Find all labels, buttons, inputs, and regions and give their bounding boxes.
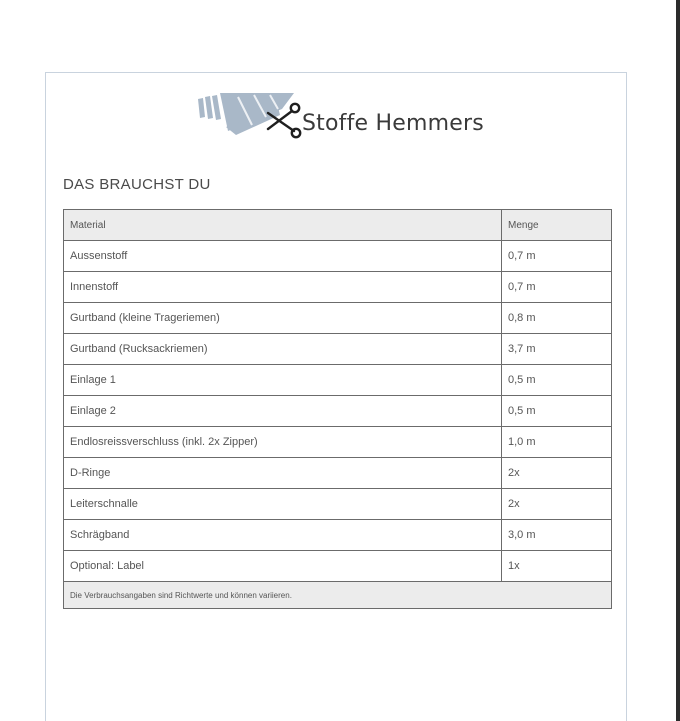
material-cell: Schrägband	[64, 520, 502, 551]
quantity-cell: 1,0 m	[502, 427, 612, 458]
table-row	[64, 303, 612, 334]
table-row	[64, 272, 612, 303]
materials-table	[63, 209, 612, 609]
material-cell: Gurtband (kleine Trageriemen)	[64, 303, 502, 334]
table-row	[64, 458, 612, 489]
table-footnote: Die Verbrauchsangaben sind Richtwerte und können variieren.	[64, 582, 612, 609]
quantity-cell: 0,8 m	[502, 303, 612, 334]
quantity-cell: 1x	[502, 551, 612, 582]
quantity-cell: 2x	[502, 458, 612, 489]
scissors-fabric-icon	[196, 91, 306, 141]
window-edge	[676, 0, 680, 721]
brand-name: Stoffe Hemmers	[302, 111, 484, 136]
table-footnote-row	[64, 582, 612, 609]
material-cell: Gurtband (Rucksackriemen)	[64, 334, 502, 365]
quantity-cell: 3,7 m	[502, 334, 612, 365]
column-header-material: Material	[64, 210, 502, 241]
table-row	[64, 334, 612, 365]
quantity-cell: 0,7 m	[502, 241, 612, 272]
table-row	[64, 365, 612, 396]
table-row	[64, 520, 612, 551]
table-row	[64, 551, 612, 582]
material-cell: Leiterschnalle	[64, 489, 502, 520]
table-header-row	[64, 210, 612, 241]
quantity-cell: 0,7 m	[502, 272, 612, 303]
quantity-cell: 3,0 m	[502, 520, 612, 551]
table-row	[64, 396, 612, 427]
quantity-cell: 0,5 m	[502, 365, 612, 396]
material-cell: Optional: Label	[64, 551, 502, 582]
table-row	[64, 241, 612, 272]
material-cell: Aussenstoff	[64, 241, 502, 272]
column-header-menge: Menge	[502, 210, 612, 241]
table-row	[64, 489, 612, 520]
section-title: DAS BRAUCHST DU	[63, 176, 211, 193]
material-cell: Innenstoff	[64, 272, 502, 303]
brand-logo	[196, 91, 484, 141]
document-page	[45, 72, 627, 721]
material-cell: Einlage 1	[64, 365, 502, 396]
table-row	[64, 427, 612, 458]
quantity-cell: 2x	[502, 489, 612, 520]
material-cell: Einlage 2	[64, 396, 502, 427]
material-cell: D-Ringe	[64, 458, 502, 489]
material-cell: Endlosreissverschluss (inkl. 2x Zipper)	[64, 427, 502, 458]
quantity-cell: 0,5 m	[502, 396, 612, 427]
